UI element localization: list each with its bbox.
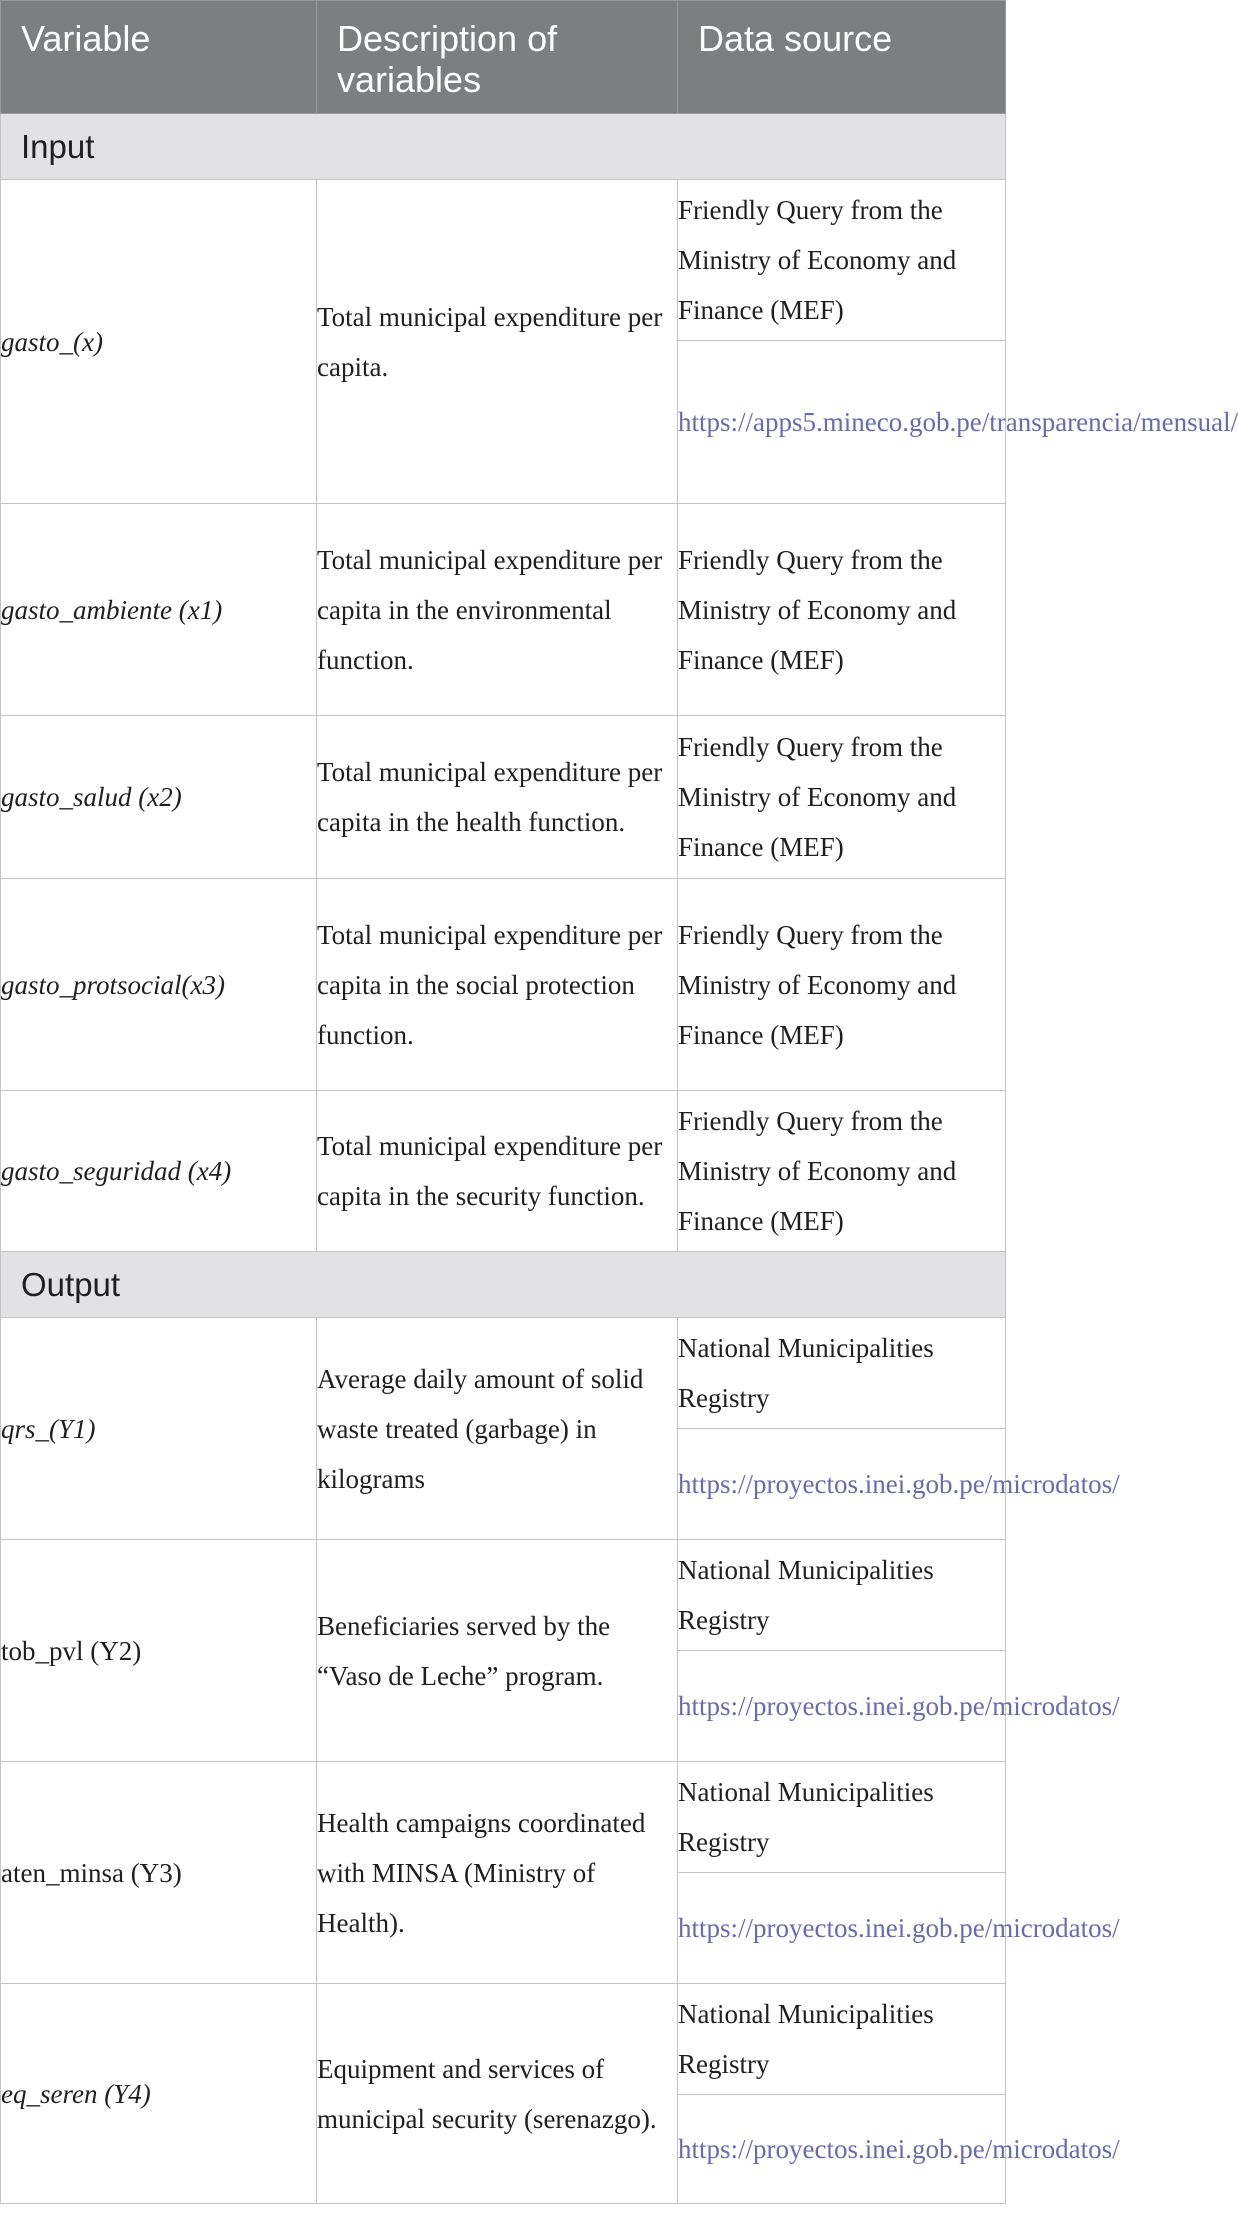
source-url-link[interactable]: https://proyectos.inei.gob.pe/microdatos/ <box>678 2095 1006 2204</box>
description-cell: Average daily amount of solid waste treated (garbage) in kilograms <box>317 1318 678 1540</box>
table-row <box>1 1318 1006 1429</box>
variable-cell: gasto_(x) <box>1 180 317 504</box>
section-row-input <box>1 114 1006 180</box>
description-cell: Total municipal expenditure per capita in the social protection function. <box>317 879 678 1091</box>
description-cell: Total municipal expenditure per capita. <box>317 180 678 504</box>
source-name-cell: National Municipalities Registry <box>678 1762 1006 1873</box>
source-url-link[interactable]: https://apps5.mineco.gob.pe/transparencia/mensual/ <box>678 341 1006 504</box>
description-cell: Total municipal expenditure per capita in the health function. <box>317 716 678 879</box>
variable-cell: tob_pvl (Y2) <box>1 1540 317 1762</box>
source-name-cell: Friendly Query from the Ministry of Economy and Finance (MEF) <box>678 1091 1006 1252</box>
section-label-input: Input <box>1 114 1006 180</box>
source-url-link[interactable]: https://proyectos.inei.gob.pe/microdatos/ <box>678 1873 1006 1984</box>
header-variable: Variable <box>1 1 317 114</box>
table-header-row <box>1 1 1006 114</box>
description-cell: Beneficiaries served by the “Vaso de Leche” program. <box>317 1540 678 1762</box>
section-label-output: Output <box>1 1252 1006 1318</box>
description-cell: Total municipal expenditure per capita in the security function. <box>317 1091 678 1252</box>
variable-cell: gasto_salud (x2) <box>1 716 317 879</box>
source-name-cell: Friendly Query from the Ministry of Economy and Finance (MEF) <box>678 504 1006 716</box>
table-row <box>1 1540 1006 1651</box>
variable-cell: gasto_seguridad (x4) <box>1 1091 317 1252</box>
variable-cell: aten_minsa (Y3) <box>1 1762 317 1984</box>
source-name-cell: Friendly Query from the Ministry of Economy and Finance (MEF) <box>678 879 1006 1091</box>
source-name-cell: National Municipalities Registry <box>678 1540 1006 1651</box>
source-name-cell: National Municipalities Registry <box>678 1984 1006 2095</box>
table-row <box>1 504 1006 716</box>
variable-cell: eq_seren (Y4) <box>1 1984 317 2204</box>
source-name-cell: National Municipalities Registry <box>678 1318 1006 1429</box>
variable-cell: gasto_protsocial(x3) <box>1 879 317 1091</box>
table-row <box>1 879 1006 1091</box>
variable-cell: qrs_(Y1) <box>1 1318 317 1540</box>
header-description: Description of variables <box>317 1 678 114</box>
table-row <box>1 1984 1006 2095</box>
description-cell: Health campaigns coordinated with MINSA (Ministry of Health). <box>317 1762 678 1984</box>
table-row <box>1 1091 1006 1252</box>
source-name-cell: Friendly Query from the Ministry of Economy and Finance (MEF) <box>678 180 1006 341</box>
table-row <box>1 716 1006 879</box>
source-name-cell: Friendly Query from the Ministry of Economy and Finance (MEF) <box>678 716 1006 879</box>
description-cell: Equipment and services of municipal security (serenazgo). <box>317 1984 678 2204</box>
table-row <box>1 1762 1006 1873</box>
table-row <box>1 180 1006 341</box>
variable-cell: gasto_ambiente (x1) <box>1 504 317 716</box>
section-row-output <box>1 1252 1006 1318</box>
header-data-source: Data source <box>678 1 1006 114</box>
source-url-link[interactable]: https://proyectos.inei.gob.pe/microdatos/ <box>678 1651 1006 1762</box>
description-cell: Total municipal expenditure per capita in the environmental function. <box>317 504 678 716</box>
source-url-link[interactable]: https://proyectos.inei.gob.pe/microdatos/ <box>678 1429 1006 1540</box>
